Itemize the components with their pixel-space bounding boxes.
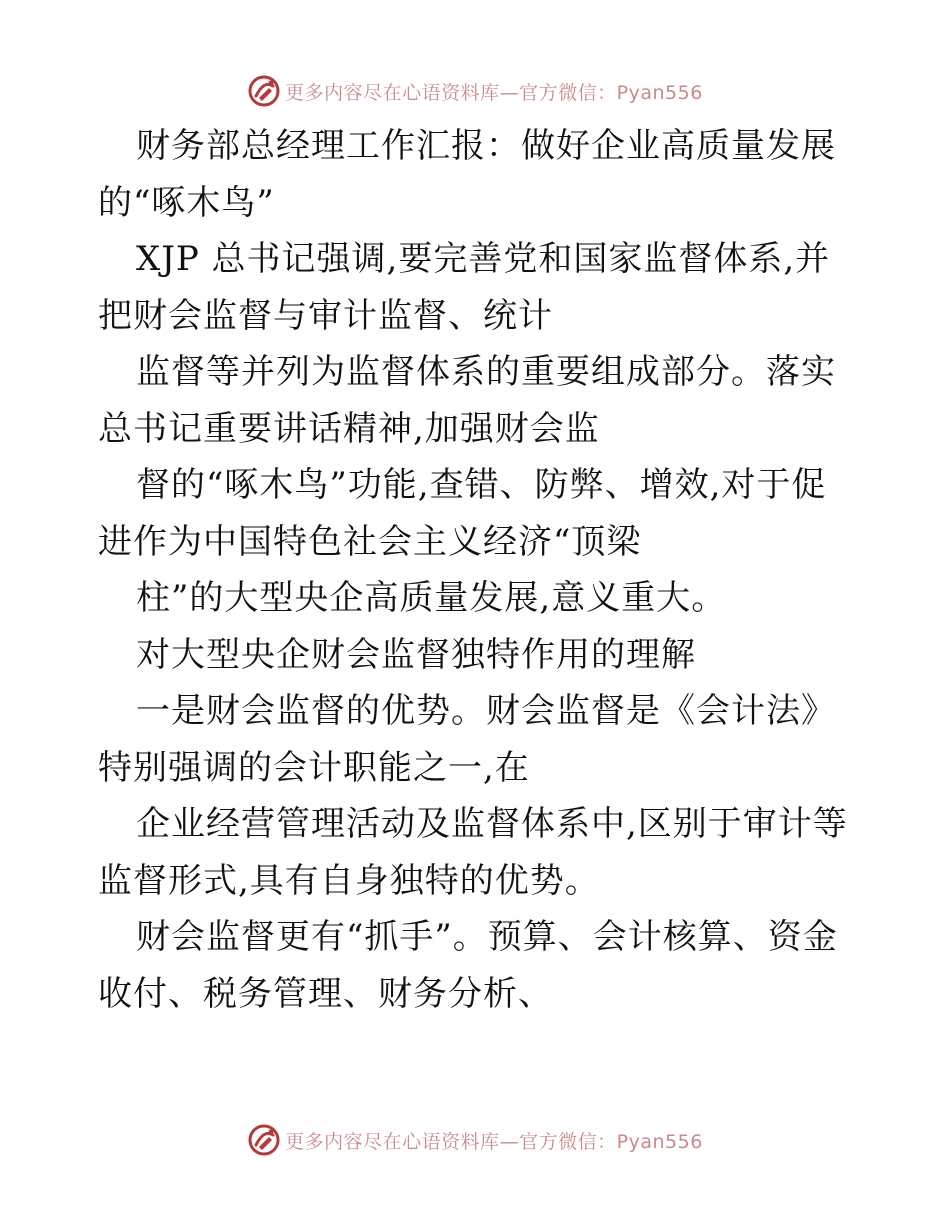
paragraph: 监督等并列为监督体系的重要组成部分。落实总书记重要讲话精神,加强财会监	[98, 352, 836, 449]
footer-banner	[0, 1120, 950, 1160]
document-body	[98, 118, 858, 1022]
paragraph: 一是财会监督的优势。财会监督是《会计法》特别强调的会计职能之一,在	[98, 691, 836, 788]
header-banner	[0, 71, 950, 111]
paragraph: 企业经营管理活动及监督体系中,区别于审计等监督形式,具有自身独特的优势。	[98, 804, 848, 901]
paragraph-title: 财务部总经理工作汇报：做好企业高质量发展的“啄木鸟”	[98, 126, 836, 223]
paragraph: 柱”的大型央企高质量发展,意义重大。	[136, 578, 727, 618]
section-heading: 对大型央企财会监督独特作用的理解	[136, 634, 696, 675]
paragraph: 财会监督更有“抓手”。预算、会计核算、资金收付、税务管理、财务分析、	[98, 917, 838, 1014]
paragraph: 督的“啄木鸟”功能,查错、防弊、增效,对于促进作为中国特色社会主义经济“顶梁	[98, 465, 827, 562]
header-banner-text: 更多内容尽在心语资料库—官方微信：Pyan556	[285, 81, 703, 104]
paragraph: XJP 总书记强调,要完善党和国家监督体系,并把财会监督与审计监督、统计	[98, 239, 831, 336]
brand-logo-icon	[247, 1123, 281, 1157]
footer-banner-text: 更多内容尽在心语资料库—官方微信：Pyan556	[285, 1130, 703, 1153]
brand-logo-icon	[247, 74, 281, 108]
